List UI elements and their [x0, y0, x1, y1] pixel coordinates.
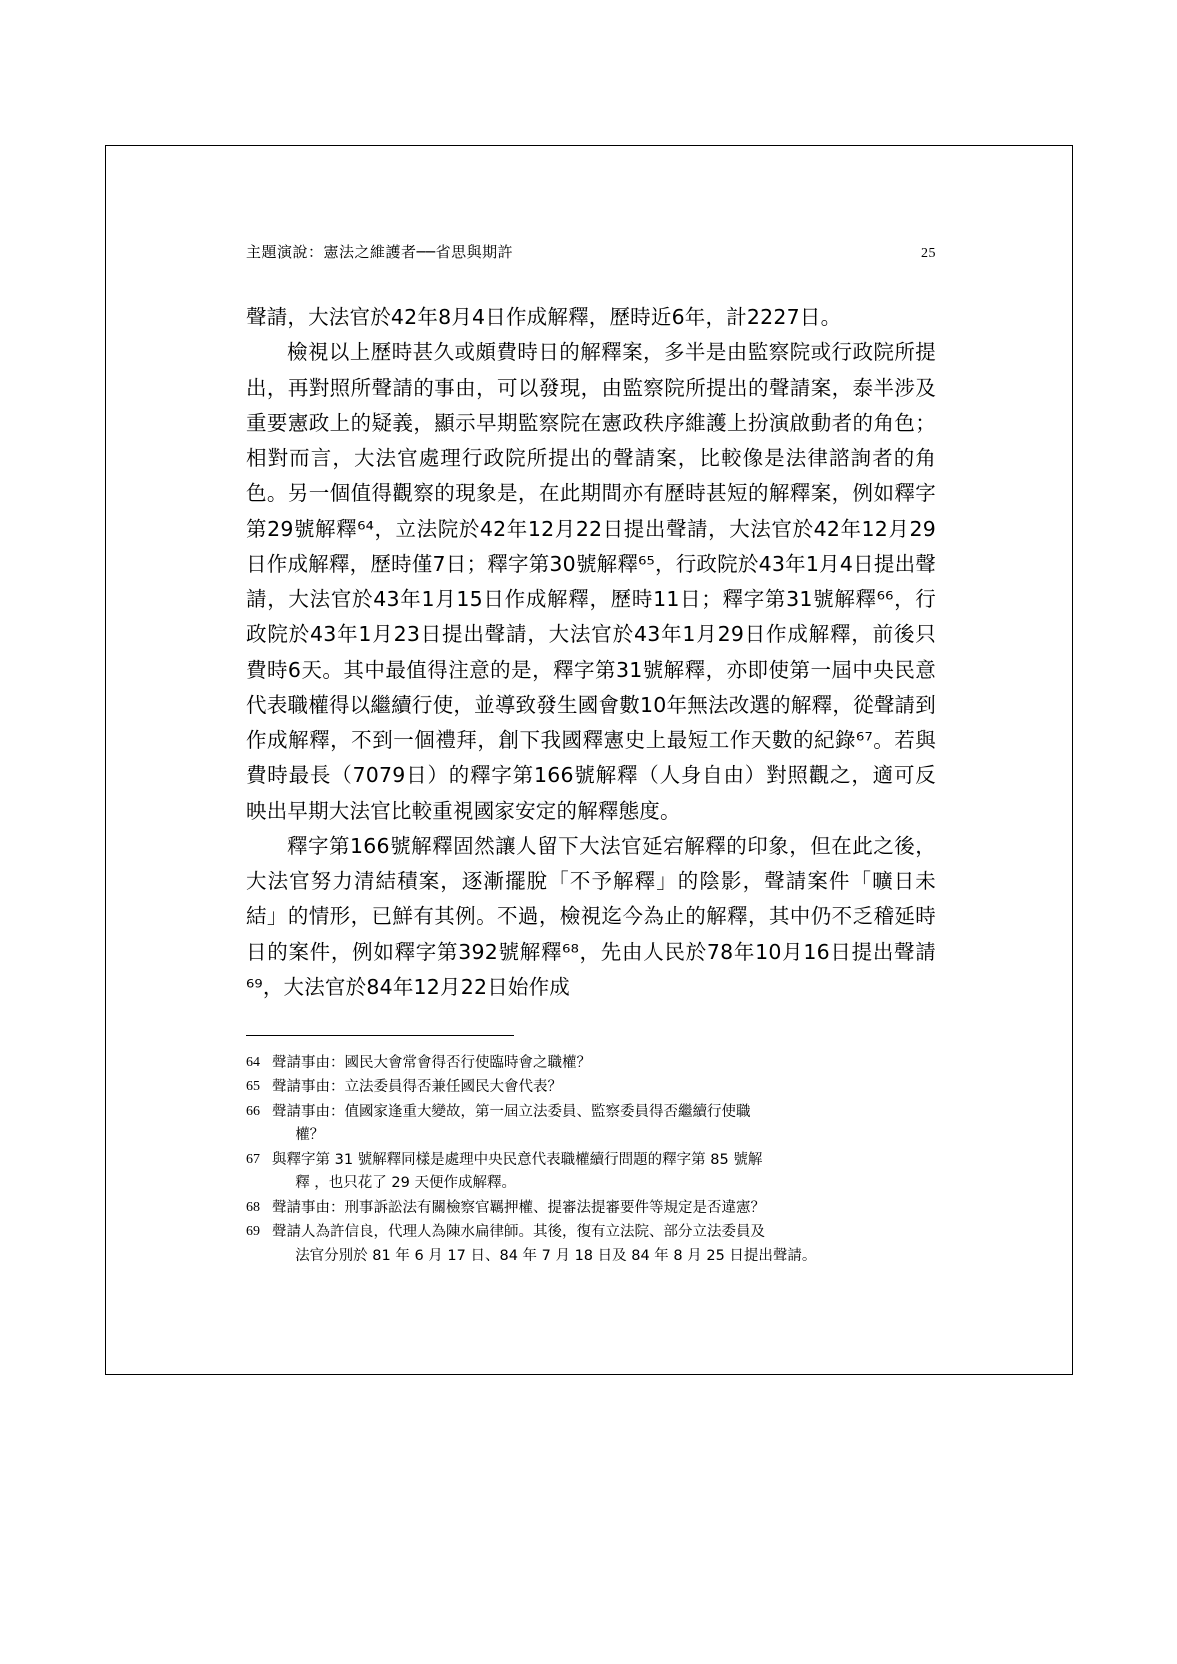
footnote-text-continuation: 權？ — [295, 1127, 325, 1144]
footnote-text-line: 聲請事由：值國家逢重大變故，第一屆立法委員、監察委員得否繼續行使職 — [272, 1103, 751, 1120]
footnote-text — [272, 1076, 936, 1099]
page-number: 25 — [921, 246, 936, 261]
footnote-text — [272, 1221, 936, 1268]
footnote-text-line: 聲請人為許信良，代理人為陳水扁律師。其後，復有立法院、部分立法委員及 — [272, 1224, 765, 1241]
paragraph-1: 聲請，大法官於42年8月4日作成解釋，歷時近6年，計2227日。 — [246, 305, 842, 329]
footnote-text — [272, 1197, 936, 1220]
footnote-number: 68 — [246, 1199, 260, 1215]
paragraph-2: 檢視以上歷時甚久或頗費時日的解釋案，多半是由監察院或行政院所提出，再對照所聲請的事由，可以發現，由監察院所提出的聲請案，泰半涉及重要憲政上的疑義，顯示早期監察院在憲政秩序維護上扮演啟動者的角色；相對而言，大法官處理行政院所提出的聲請案，比較像是法律諮詢者的角色。另一個值得觀察的現象是，在此期間亦有歷時甚短的解釋案，例如釋字第29號解釋⁶⁴，立法院於42年12月22日提出聲請，大法官於42年12月29日作成解釋，歷時僅7日；釋字第30號解釋⁶⁵，行政院於43年1月4日提出聲請，大法官於43年1月15日作成解釋，歷時11日；釋字第31號解釋⁶⁶，行政院於43年1月23日提出聲請，大法官於43年1月29日作成解釋，前後只費時6天。其中最值得注意的是，釋字第31號解釋，亦即使第一屆中央民意代表職權得以繼續行使，並導致發生國會數10年無法改選的解釋，從聲請到作成解釋，不到一個禮拜，創下我國釋憲史上最短工作天數的紀錄⁶⁷。若與費時最長（7079日）的釋字第166號解釋（人身自由）對照觀之，適可反映出早期大法官比較重視國家安定的解釋態度。 — [246, 340, 936, 823]
footnote-number: 67 — [246, 1151, 260, 1167]
footnote-text-line: 聲請事由：刑事訴訟法有關檢察官羈押權、提審法提審要件等規定是否違憲？ — [272, 1199, 765, 1216]
body-text — [246, 300, 936, 1005]
footnote-text-continuation: 法官分別於 81 年 6 月 17 日、84 年 7 月 18 日及 84 年 8 月 25 日提出聲請。 — [295, 1247, 817, 1264]
footnote-item — [246, 1149, 936, 1196]
document-page — [105, 145, 1073, 1375]
footnote-number: 69 — [246, 1224, 260, 1240]
footnote-number: 66 — [246, 1103, 260, 1119]
footnote-text-continuation: 釋 ，也只花了 29 天便作成解釋。 — [295, 1175, 516, 1192]
footnote-text — [272, 1052, 936, 1075]
footnotes-section — [246, 1052, 936, 1268]
footnote-text-line: 與釋字第 31 號解釋同樣是處理中央民意代表職權續行問題的釋字第 85 號解 — [272, 1151, 763, 1168]
footnote-text — [272, 1149, 936, 1196]
page-header — [246, 241, 936, 262]
page-content — [246, 241, 936, 1269]
footnote-separator-rule — [246, 1035, 514, 1036]
footnote-number: 65 — [246, 1079, 260, 1095]
footnote-text-line: 聲請事由：立法委員得否兼任國民大會代表？ — [272, 1079, 562, 1096]
footnote-item — [246, 1052, 936, 1075]
paragraph-3: 釋字第166號解釋固然讓人留下大法官延宕解釋的印象，但在此之後，大法官努力清結積案，逐漸擺脫「不予解釋」的陰影，聲請案件「曠日未結」的情形，已鮮有其例。不過，檢視迄今為止的解釋，其中仍不乏稽延時日的案件，例如釋字第392號解釋⁶⁸，先由人民於78年10月16日提出聲請⁶⁹，大法官於84年12月22日始作成 — [246, 833, 936, 999]
footnote-item — [246, 1197, 936, 1220]
footnote-item — [246, 1076, 936, 1099]
footnote-number: 64 — [246, 1055, 260, 1070]
footnote-text-line: 聲請事由：國民大會常會得否行使臨時會之職權？ — [272, 1055, 591, 1071]
footnote-item — [246, 1221, 936, 1268]
running-head-title: 主題演說：憲法之維護者──省思與期許 — [246, 243, 514, 261]
footnote-item — [246, 1101, 936, 1148]
footnote-text — [272, 1101, 936, 1148]
